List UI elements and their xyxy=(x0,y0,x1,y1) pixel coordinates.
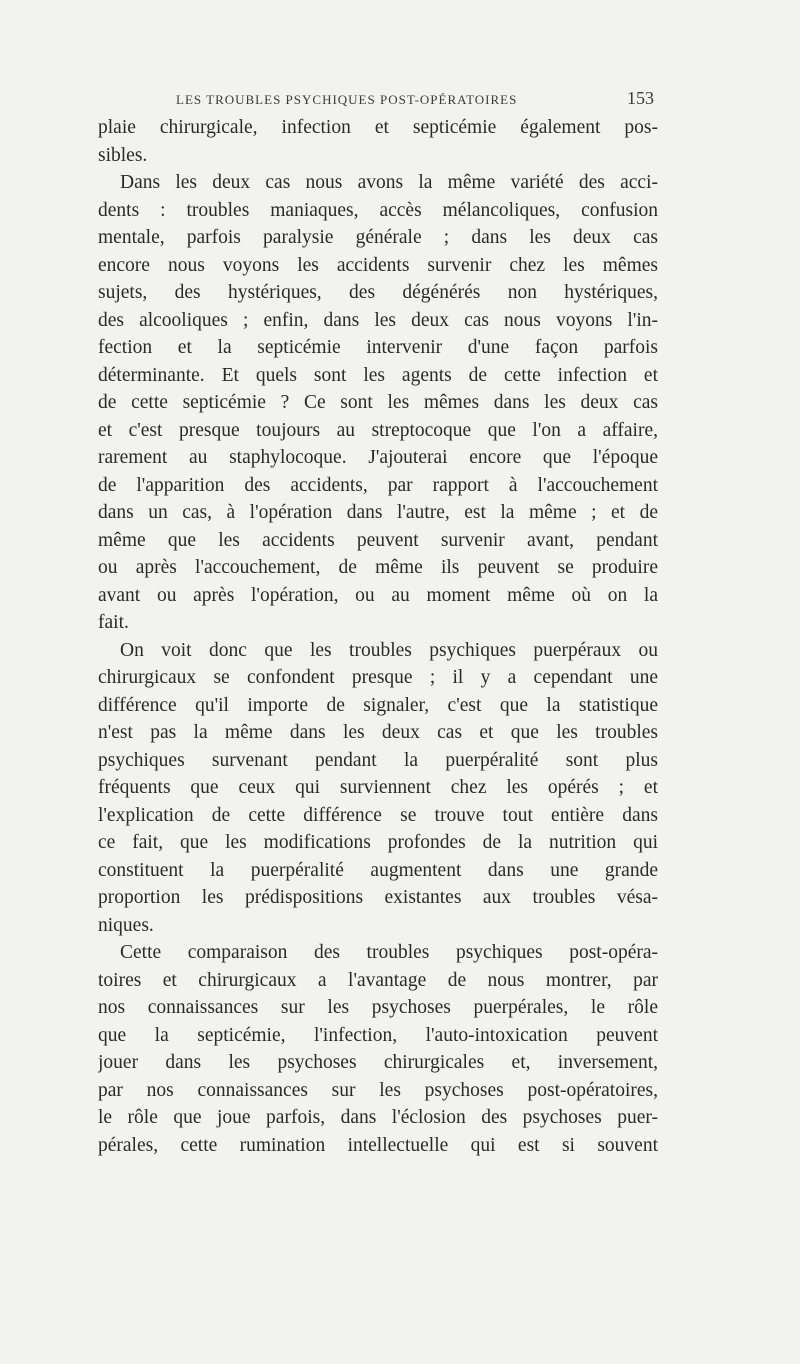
text-line: de l'apparition des accidents, par rapport à l'accouchement xyxy=(98,474,658,496)
text-line: plaie chirurgicale, infection et septicémie également pos- xyxy=(98,117,658,138)
text-line: Cette comparaison des troubles psychiques post-opéra- xyxy=(120,942,658,963)
text-line: chirurgicaux se confondent presque ; il y a cependant une xyxy=(98,667,658,688)
text-line: toires et chirurgicaux a l'avantage de nous montrer, par xyxy=(98,969,658,991)
text-line: ou après l'accouchement, de même ils peuvent se produire xyxy=(98,557,658,578)
body-text xyxy=(98,114,658,1159)
text-line: sujets, des hystériques, des dégénérés non hystériques, xyxy=(98,282,658,303)
text-line: fréquents que ceux qui surviennent chez les opérés ; et xyxy=(98,777,658,798)
text-line: On voit donc que les troubles psychiques puerpéraux ou xyxy=(120,639,658,661)
text-line: niques. xyxy=(98,914,154,936)
text-line: l'explication de cette différence se trouve tout entière dans xyxy=(98,804,658,826)
text-line: et c'est presque toujours au streptocoque que l'on a affaire, xyxy=(98,419,658,441)
text-line: psychiques survenant pendant la puerpéralité sont plus xyxy=(98,749,658,771)
text-line: différence qu'il importe de signaler, c'est que la statistique xyxy=(98,694,658,716)
text-line: rarement au staphylocoque. J'ajouterai encore que l'époque xyxy=(98,447,658,468)
text-line: le rôle que joue parfois, dans l'éclosion des psychoses puer- xyxy=(98,1107,658,1128)
text-line: dents : troubles maniaques, accès mélancoliques, confusion xyxy=(98,199,658,221)
text-line: dans un cas, à l'opération dans l'autre, est la même ; et de xyxy=(98,502,658,523)
text-line: proportion les prédispositions existantes aux troubles vésa- xyxy=(98,887,658,908)
text-line: encore nous voyons les accidents survenir chez les mêmes xyxy=(98,254,658,276)
text-line: déterminante. Et quels sont les agents de cette infection et xyxy=(98,364,658,386)
running-head: LES TROUBLES PSYCHIQUES POST-OPÉRATOIRES xyxy=(176,92,518,107)
text-line: nos connaissances sur les psychoses puerpérales, le rôle xyxy=(98,997,658,1018)
page-number: 153 xyxy=(627,88,654,108)
text-line: de cette septicémie ? Ce sont les mêmes dans les deux cas xyxy=(98,392,658,413)
text-line: ce fait, que les modifications profondes de la nutrition qui xyxy=(98,832,658,853)
text-line: pérales, cette rumination intellectuelle qui est si souvent xyxy=(98,1134,658,1156)
text-line: jouer dans les psychoses chirurgicales et, inversement, xyxy=(98,1052,658,1073)
text-line: fait. xyxy=(98,612,129,633)
text-line: n'est pas la même dans les deux cas et que les troubles xyxy=(98,722,658,743)
text-line: avant ou après l'opération, ou au moment même où on la xyxy=(98,584,658,606)
text-line: mentale, parfois paralysie générale ; dans les deux cas xyxy=(98,227,658,248)
text-line: des alcooliques ; enfin, dans les deux cas nous voyons l'in- xyxy=(98,309,658,331)
text-line: fection et la septicémie intervenir d'une façon parfois xyxy=(98,337,658,358)
text-line: par nos connaissances sur les psychoses post-opératoires, xyxy=(98,1079,658,1101)
text-line: constituent la puerpéralité augmentent dans une grande xyxy=(98,859,658,881)
text-line: sibles. xyxy=(98,144,148,166)
text-line: que la septicémie, l'infection, l'auto-intoxication peuvent xyxy=(98,1024,658,1046)
text-line: même que les accidents peuvent survenir avant, pendant xyxy=(98,529,658,551)
text-line: Dans les deux cas nous avons la même variété des acci- xyxy=(120,172,658,193)
